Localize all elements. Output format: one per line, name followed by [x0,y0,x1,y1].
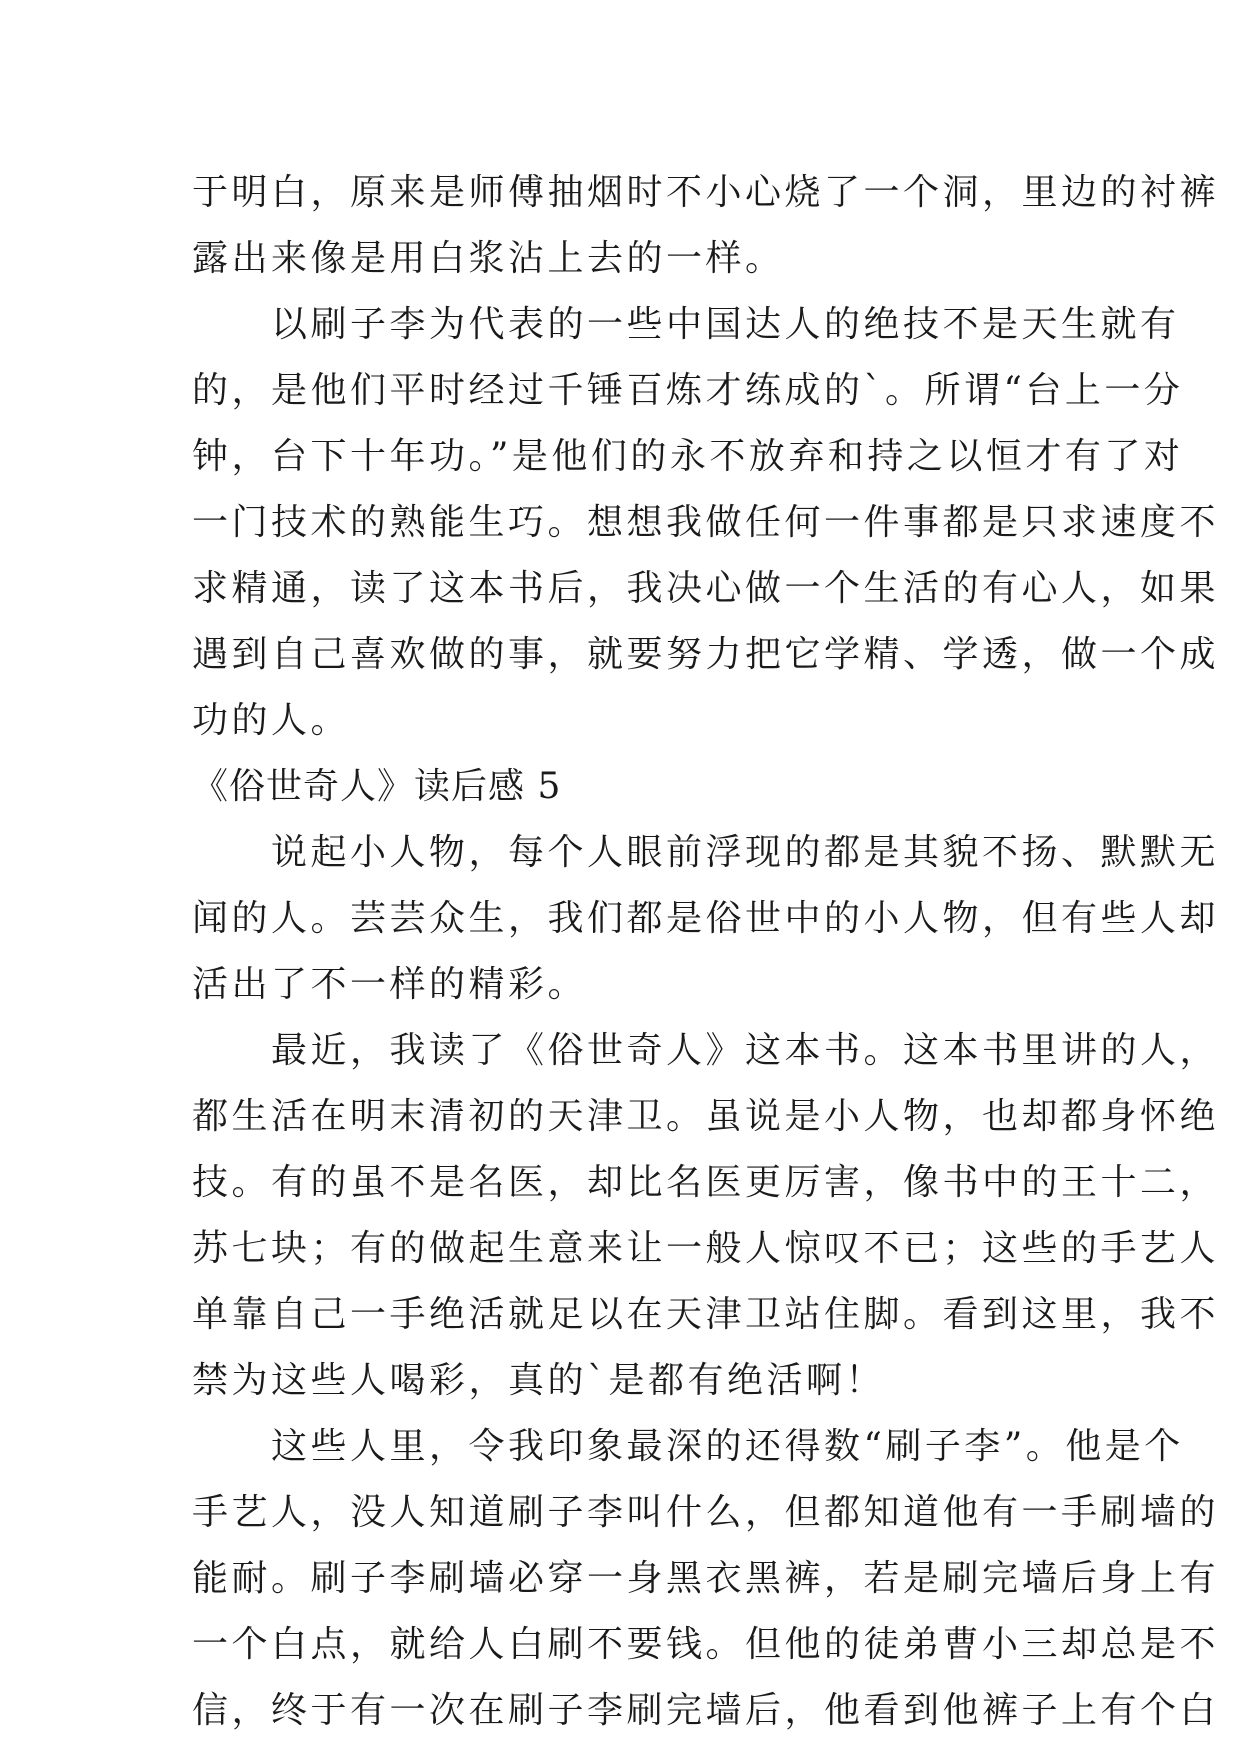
text-line: 能耐。刷子李刷墙必穿一身黑衣黑裤，若是刷完墙后身上有 [192,1558,1220,1599]
text-line: 的，是他们平时经过千锤百炼才练成的`。所谓“台上一分 [192,370,1184,411]
text-line: 都生活在明末清初的天津卫。虽说是小人物，也却都身怀绝 [192,1096,1220,1137]
text-line: 露出来像是用白浆沾上去的一样。 [192,238,785,279]
text-line: 一个白点，就给人白刷不要钱。但他的徒弟曹小三却总是不 [192,1624,1220,1665]
paragraph-start-line: 这些人里，令我印象最深的还得数“刷子李”。他是个 [192,1426,1184,1467]
text-line: 求精通，读了这本书后，我决心做一个生活的有心人，如果 [192,568,1220,609]
paragraph-start-line: 以刷子李为代表的一些中国达人的绝技不是天生就有 [192,304,1180,345]
text-line: 一门技术的熟能生巧。想想我做任何一件事都是只求速度不 [192,502,1220,543]
text-line: 苏七块；有的做起生意来让一般人惊叹不已；这些的手艺人 [192,1228,1220,1269]
text-line: 功的人。 [192,700,351,741]
paragraph-start-line: 最近，我读了《俗世奇人》这本书。这本书里讲的人， [192,1030,1220,1071]
text-line: 活出了不一样的精彩。 [192,964,588,1005]
text-line: 技。有的虽不是名医，却比名医更厉害，像书中的王十二， [192,1162,1220,1203]
paragraph-start-line: 说起小人物，每个人眼前浮现的都是其貌不扬、默默无 [192,832,1220,873]
text-line: 禁为这些人喝彩，真的`是都有绝活啊！ [192,1360,886,1401]
text-line: 手艺人，没人知道刷子李叫什么，但都知道他有一手刷墙的 [192,1492,1220,1533]
text-line: 遇到自己喜欢做的事，就要努力把它学精、学透，做一个成 [192,634,1220,675]
section-heading: 《俗世奇人》读后感 5 [192,766,562,807]
text-line: 钟，台下十年功。”是他们的永不放弃和持之以恒才有了对 [192,436,1184,477]
body-text [192,160,1220,1744]
text-line: 闻的人。芸芸众生，我们都是俗世中的小人物，但有些人却 [192,898,1220,939]
text-line: 单靠自己一手绝活就足以在天津卫站住脚。看到这里，我不 [192,1294,1220,1335]
text-line: 信，终于有一次在刷子李刷完墙后，他看到他裤子上有个白 [192,1690,1220,1731]
text-line: 于明白，原来是师傅抽烟时不小心烧了一个洞，里边的衬裤 [192,172,1220,213]
